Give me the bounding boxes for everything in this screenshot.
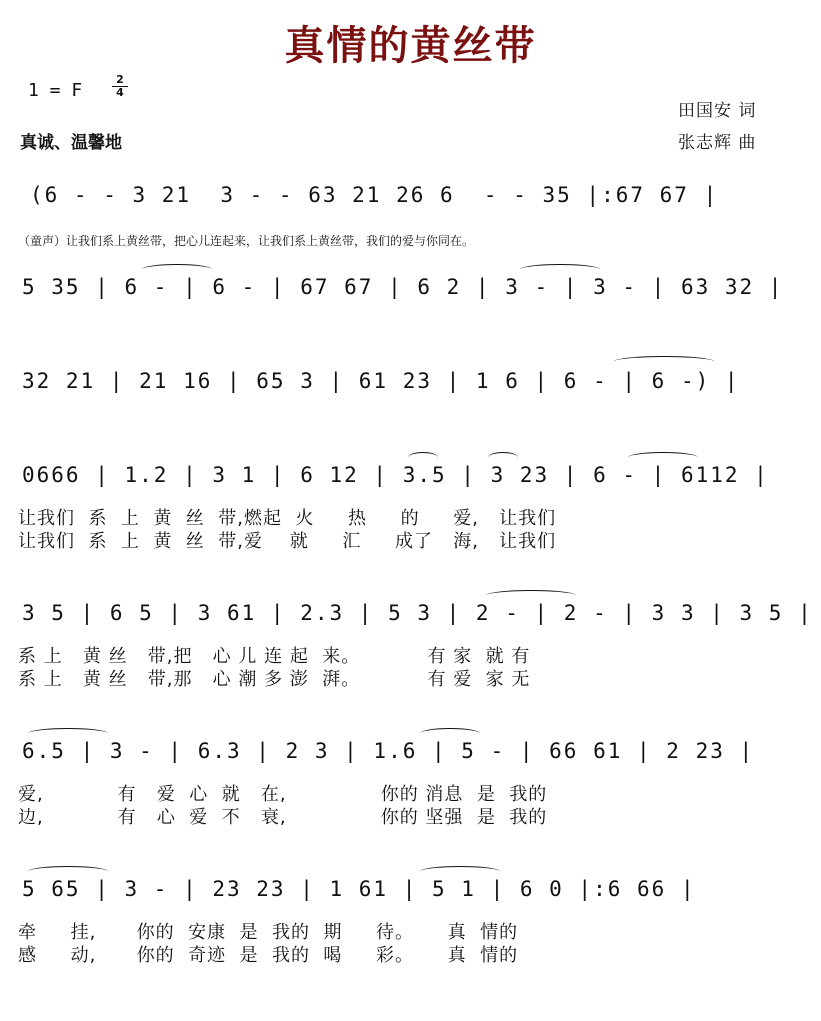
lyric-verse-1: 牵 挂, 你的 安康 是 我的 期 待。 真 情的 xyxy=(18,922,519,943)
notation-line: 32 21 | 21 16 | 65 3 | 61 23 | 1 6 | 6 - | 6 -) | xyxy=(22,369,740,393)
lyric-verse-1: 系 上 黄 丝 带,把 心 儿 连 起 来。 有 家 就 有 xyxy=(18,646,531,667)
lyric-verse-2: 系 上 黄 丝 带,那 心 潮 多 澎 湃。 有 爱 家 无 xyxy=(18,669,531,690)
score-system-2 xyxy=(16,272,811,306)
notation-line: 6.5 | 3 - | 6.3 | 2 3 | 1.6 | 5 - | 66 61 | 2 23 | xyxy=(22,739,755,763)
slur-mark xyxy=(488,452,518,463)
slur-mark xyxy=(28,728,108,739)
notation-line: 5 35 | 6 - | 6 - | 67 67 | 6 2 | 3 - | 3 - | 63 32 | xyxy=(22,275,784,299)
lyric-verse-2: 让我们 系 上 黄 丝 带,爱 就 汇 成了 海, 让我们 xyxy=(18,531,557,552)
notation-line: 0666 | 1.2 | 3 1 | 6 12 | 3.5 | 3 23 | 6 - | 6112 | xyxy=(22,463,769,487)
notation-line: 3 5 | 6 5 | 3 61 | 2.3 | 5 3 | 2 - | 2 - | 3 3 | 3 5 | xyxy=(22,601,813,625)
lyric-verse-1: 爱, 有 爱 心 就 在, 你的 消息 是 我的 xyxy=(18,784,548,805)
notation-line: (6 - - 3 21 3 - - 63 21 26 6 - - 35 |:67 67 | xyxy=(30,183,719,207)
lyric-verse-2: 感 动, 你的 奇迹 是 我的 喝 彩。 真 情的 xyxy=(18,945,519,966)
score-system-6 xyxy=(16,736,811,770)
slur-mark xyxy=(420,728,480,739)
notation-line: 5 65 | 3 - | 23 23 | 1 61 | 5 1 | 6 0 |:6 66 | xyxy=(22,877,696,901)
key-signature: 1 = F xyxy=(28,80,83,101)
slur-mark xyxy=(614,356,714,367)
song-title: 真情的黄丝带 xyxy=(284,23,537,69)
performance-mood: 真诚、温馨地 xyxy=(20,133,122,153)
slur-mark xyxy=(408,452,438,463)
slur-mark xyxy=(520,264,600,275)
lyric-verse-1: 让我们 系 上 黄 丝 带,燃起 火 热 的 爱, 让我们 xyxy=(18,508,557,529)
slur-mark xyxy=(628,452,698,463)
time-signature-top: 2 xyxy=(116,73,124,86)
slur-mark xyxy=(28,866,108,877)
slur-mark xyxy=(486,590,576,601)
time-signature-bottom: 4 xyxy=(112,86,128,99)
score-system-4 xyxy=(16,460,811,494)
score-system-1 xyxy=(16,180,811,214)
children-voice-line: （童声）让我们系上黄丝带，把心儿连起来，让我们系上黄丝带，我们的爱与你同在。 xyxy=(18,234,475,248)
lyric-verse-2: 边, 有 心 爱 不 衰, 你的 坚强 是 我的 xyxy=(18,807,548,828)
score-system-3 xyxy=(16,366,811,400)
time-signature xyxy=(112,74,128,99)
lyricist-credit: 田国安 词 xyxy=(678,101,757,121)
score-system-7 xyxy=(16,874,811,908)
score-system-5 xyxy=(16,598,811,632)
slur-mark xyxy=(142,264,212,275)
composer-credit: 张志辉 曲 xyxy=(678,133,757,153)
slur-mark xyxy=(420,866,500,877)
